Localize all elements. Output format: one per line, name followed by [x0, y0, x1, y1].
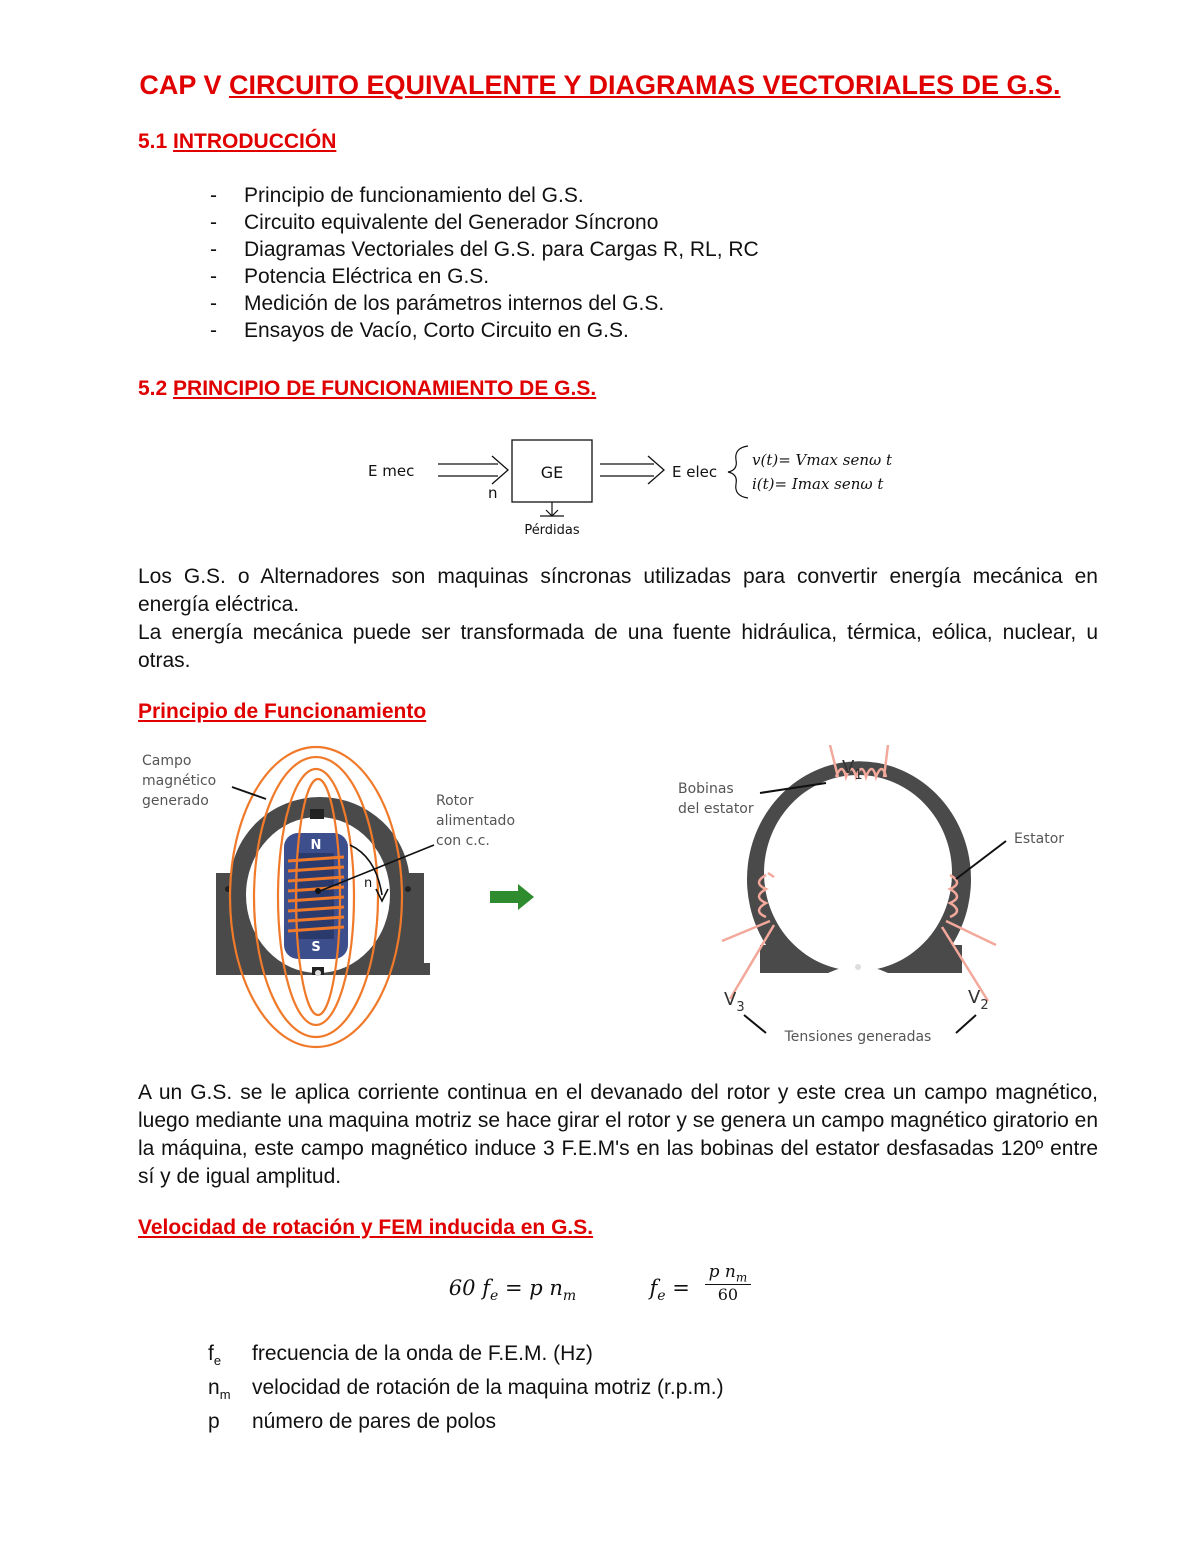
paragraph-1-line-2: La energía mecánica puede ser transformada de una fuente hidráulica, térmica, eólica, nuclear, u otras.	[138, 621, 1098, 672]
section-1-heading	[138, 130, 336, 154]
coils-label-line-2: del estator	[678, 801, 754, 817]
paragraph-1-line-1: Los G.S. o Alternadores son maquinas síncronas utilizadas para convertir energía mecánica en energía eléctrica.	[138, 565, 1098, 616]
title-main: CIRCUITO EQUIVALENTE Y DIAGRAMAS VECTORIALES DE G.S.	[228, 70, 1061, 100]
generator-box-label: GE	[540, 463, 564, 482]
section-2-heading	[138, 377, 596, 401]
field-label-line-2: magnético	[142, 773, 217, 789]
coils-label-line-1: Bobinas	[678, 781, 734, 797]
stator-ring	[747, 761, 971, 973]
legend-item: $n_m$ velocidad de rotación de la maquina motriz (r.p.m.)	[208, 1376, 724, 1403]
equation-fraction	[705, 1262, 752, 1304]
transition-arrow-icon	[488, 882, 538, 912]
equation-right: $f_e$ =	[649, 1276, 690, 1305]
intro-list	[210, 182, 759, 344]
output-label: E elec	[672, 463, 718, 481]
speed-label: n	[488, 484, 498, 502]
legend-item: $f_e$ frecuencia de la onda de F.E.M. (Hz)	[208, 1342, 593, 1369]
v1-label: $V_1$	[842, 757, 863, 783]
block-diagram	[340, 430, 940, 545]
rotor-label-line-3: con c.c.	[436, 833, 490, 849]
south-pole-label: S	[311, 940, 321, 955]
brace-icon	[728, 446, 748, 498]
input-label: E mec	[368, 462, 415, 480]
v2-label: $V_2$	[968, 987, 989, 1013]
symbol-legend	[208, 1340, 724, 1435]
legend-item: p número de pares de polos	[208, 1410, 496, 1434]
field-label-line-1: Campo	[142, 753, 192, 769]
section-1-title: INTRODUCCIÓN	[173, 130, 337, 153]
field-label-line-3: generado	[142, 793, 209, 809]
generated-voltages-label: Tensiones generadas	[784, 1029, 932, 1045]
fraction-denominator: 60	[717, 1285, 739, 1305]
section-2-title: PRINCIPIO DE FUNCIONAMIENTO DE G.S.	[173, 377, 597, 400]
list-item: - Circuito equivalente del Generador Síncrono	[210, 209, 759, 236]
north-pole-label: N	[310, 838, 322, 853]
input-arrow	[438, 456, 508, 484]
v3-label: $V_3$	[724, 989, 745, 1015]
list-item: - Potencia Eléctrica en G.S.	[210, 263, 759, 290]
list-item: - Ensayos de Vacío, Corto Circuito en G.S.	[210, 317, 759, 344]
section-1-number: 5.1	[138, 130, 174, 153]
list-item: - Principio de funcionamiento del G.S.	[210, 182, 759, 209]
rotor-label-line-1: Rotor	[436, 793, 474, 809]
fraction-numerator: p $n_m$	[705, 1262, 752, 1285]
current-equation: i(t)= Imax senω t	[752, 475, 884, 493]
losses-label: Pérdidas	[524, 523, 580, 538]
list-item: - Diagramas Vectoriales del G.S. para Cargas R, RL, RC	[210, 236, 759, 263]
paragraph-1	[138, 563, 1098, 675]
stator-label: Estator	[1014, 831, 1065, 847]
rotor-field-figure	[138, 745, 538, 1060]
stator-coils-figure	[670, 745, 1080, 1055]
section-2-number: 5.2	[138, 377, 174, 400]
voltage-equation: v(t)= Vmax senω t	[752, 451, 893, 469]
subheading-principle: Principio de Funcionamiento	[138, 700, 427, 723]
page-title	[0, 70, 1200, 101]
output-arrow	[600, 456, 664, 484]
equation-left: 60 $f_e = p$ $n_m$	[448, 1276, 577, 1305]
rotor-label-line-2: alimentado	[436, 813, 516, 829]
paragraph-2: A un G.S. se le aplica corriente continua en el devanado del rotor y este crea un campo magnético, luego mediante una maquina motriz se hace girar el rotor y se genera un campo magnético giratorio en la máquina, este campo magnético induce 3 F.E.M's en las bobinas del estator desfasadas 120º entre sí y de igual amplitud.	[138, 1081, 1098, 1188]
rotation-label: n	[364, 876, 373, 891]
list-item: - Medición de los parámetros internos del G.S.	[210, 290, 759, 317]
subheading-speed: Velocidad de rotación y FEM inducida en G.S.	[138, 1216, 594, 1239]
title-prefix: CAP V	[139, 70, 229, 100]
losses-arrow	[540, 502, 564, 516]
frequency-equation	[0, 1262, 1200, 1304]
